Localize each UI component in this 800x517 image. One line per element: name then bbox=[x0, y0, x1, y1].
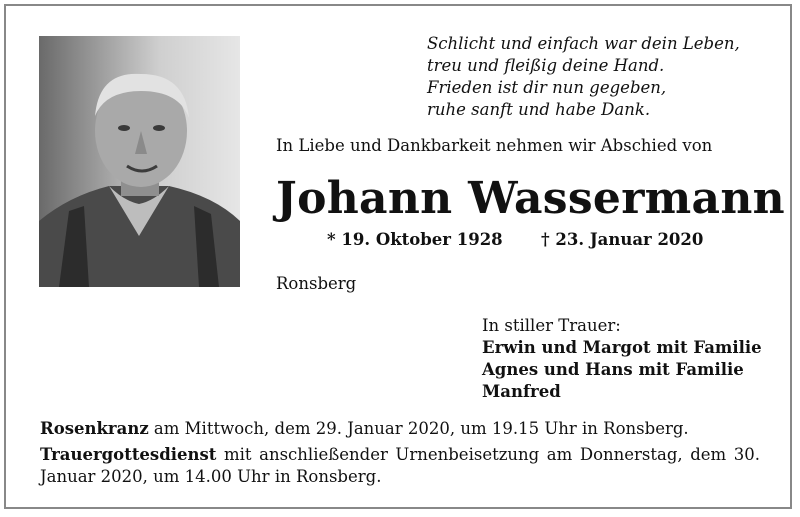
service-title: Trauergottesdienst bbox=[40, 445, 217, 464]
death-date: † 23. Januar 2020 bbox=[541, 230, 704, 249]
service-text: mit anschließender Urnenbeisetzung am Donnerstag, dem 30. Januar 2020, um 14.00 Uhr in Ronsberg. bbox=[40, 445, 760, 486]
mourners-block bbox=[482, 315, 762, 403]
service-funeral bbox=[40, 444, 760, 488]
service-text: am Mittwoch, dem 29. Januar 2020, um 19.15 Uhr in Ronsberg. bbox=[148, 419, 689, 438]
deceased-name: Johann Wassermann bbox=[276, 173, 785, 224]
portrait-photo bbox=[39, 36, 240, 287]
mourner-name: Erwin und Margot mit Familie bbox=[482, 338, 762, 357]
poem bbox=[427, 33, 787, 121]
mourner-name: Manfred bbox=[482, 382, 561, 401]
service-title: Rosenkranz bbox=[40, 419, 149, 438]
mourner-name: Agnes und Hans mit Familie bbox=[482, 360, 744, 379]
poem-line: ruhe sanft und habe Dank. bbox=[427, 100, 651, 119]
intro-text: In Liebe und Dankbarkeit nehmen wir Abschied von bbox=[276, 136, 713, 155]
poem-line: treu und fleißig deine Hand. bbox=[427, 56, 665, 75]
poem-line: Schlicht und einfach war dein Leben, bbox=[427, 34, 740, 53]
service-info bbox=[40, 418, 760, 492]
poem-line: Frieden ist dir nun gegeben, bbox=[427, 78, 667, 97]
mourners-label: In stiller Trauer: bbox=[482, 316, 621, 335]
portrait-image bbox=[39, 36, 240, 287]
service-rosary bbox=[40, 418, 760, 440]
hometown: Ronsberg bbox=[276, 274, 357, 293]
birth-date: * 19. Oktober 1928 bbox=[327, 230, 503, 249]
